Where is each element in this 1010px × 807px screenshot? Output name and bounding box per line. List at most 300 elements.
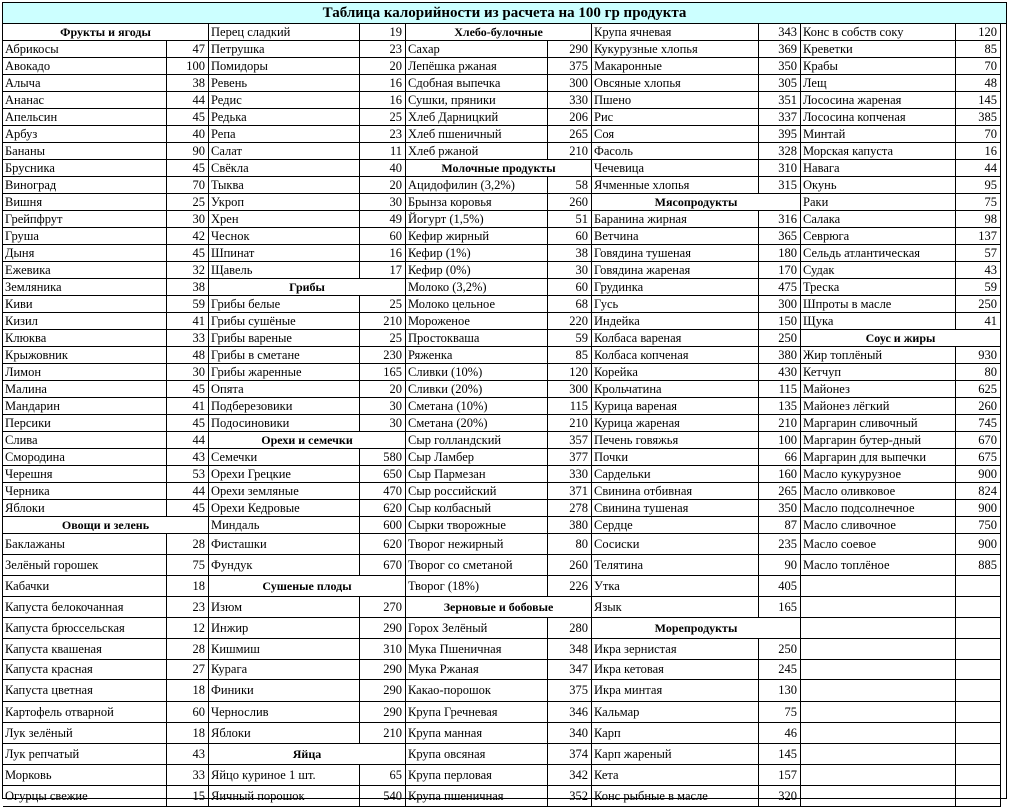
calorie-value [956, 597, 1001, 618]
product-name: Сливки (10%) [406, 364, 548, 381]
calorie-value: 41 [956, 313, 1001, 330]
calorie-value: 300 [548, 75, 592, 92]
product-name: Орехи Грецкие [209, 466, 360, 483]
section-header: Молочные продукты [406, 160, 592, 177]
calorie-value: 45 [167, 245, 209, 262]
product-name: Маргарин сливочный [801, 415, 956, 432]
calorie-value: 260 [548, 555, 592, 576]
product-name: Апельсин [3, 109, 167, 126]
product-name: Шпроты в масле [801, 296, 956, 313]
calorie-value [956, 618, 1001, 639]
calorie-value: 115 [759, 381, 801, 398]
calorie-value: 250 [759, 639, 801, 660]
calorie-value: 59 [167, 296, 209, 313]
calorie-value: 60 [360, 228, 406, 245]
product-name: Курага [209, 660, 360, 680]
section-header: Сушеные плоды [209, 576, 406, 597]
calorie-value: 49 [360, 211, 406, 228]
calorie-value: 750 [956, 517, 1001, 534]
product-name: Севрюга [801, 228, 956, 245]
calorie-value: 235 [759, 534, 801, 555]
calorie-value: 23 [167, 597, 209, 618]
calorie-value: 280 [548, 618, 592, 639]
calorie-value: 44 [167, 92, 209, 109]
calorie-value: 300 [759, 296, 801, 313]
calorie-value: 15 [167, 786, 209, 807]
calorie-value: 157 [759, 765, 801, 786]
calorie-value: 19 [360, 24, 406, 41]
calorie-value: 43 [167, 744, 209, 765]
calorie-value: 470 [360, 483, 406, 500]
product-name: Свёкла [209, 160, 360, 177]
calorie-value: 670 [360, 555, 406, 576]
product-name: Огурцы свежие [3, 786, 167, 807]
calorie-value: 260 [548, 194, 592, 211]
calorie-value: 16 [360, 92, 406, 109]
product-name: Петрушка [209, 41, 360, 58]
calorie-value: 745 [956, 415, 1001, 432]
calorie-value: 16 [360, 75, 406, 92]
product-name: Капуста белокочанная [3, 597, 167, 618]
product-name: Соя [592, 126, 759, 143]
product-name: Ячменные хлопья [592, 177, 759, 194]
calorie-value: 430 [759, 364, 801, 381]
section-header: Мясопродукты [592, 194, 801, 211]
product-name: Сырки творожные [406, 517, 548, 534]
calorie-value: 165 [759, 597, 801, 618]
product-name: Редис [209, 92, 360, 109]
product-name: Сахар [406, 41, 548, 58]
product-name: Минтай [801, 126, 956, 143]
calorie-value: 42 [167, 228, 209, 245]
product-name: Пшено [592, 92, 759, 109]
calorie-value: 30 [360, 398, 406, 415]
product-name: Творог (18%) [406, 576, 548, 597]
calorie-value: 70 [956, 126, 1001, 143]
section-header: Яйца [209, 744, 406, 765]
product-name: Фундук [209, 555, 360, 576]
product-name: Маргарин для выпечки [801, 449, 956, 466]
calorie-value: 675 [956, 449, 1001, 466]
calorie-value: 180 [759, 245, 801, 262]
calorie-value: 11 [360, 143, 406, 160]
calorie-value: 25 [360, 109, 406, 126]
calorie-value: 100 [167, 58, 209, 75]
product-name: Свинина отбивная [592, 483, 759, 500]
calorie-value: 650 [360, 466, 406, 483]
product-name: Крупа овсяная [406, 744, 548, 765]
calorie-value: 206 [548, 109, 592, 126]
section-header: Овощи и зелень [3, 517, 209, 534]
product-name: Кета [592, 765, 759, 786]
product-name: Лососина жареная [801, 92, 956, 109]
calorie-value: 330 [548, 466, 592, 483]
product-name: Конс в собств соку [801, 24, 956, 41]
product-name: Раки [801, 194, 956, 211]
calorie-value: 60 [548, 228, 592, 245]
product-name: Редька [209, 109, 360, 126]
calorie-value: 38 [548, 245, 592, 262]
calorie-value: 620 [360, 534, 406, 555]
calorie-value: 330 [548, 92, 592, 109]
product-name: Помидоры [209, 58, 360, 75]
product-name: Сосиски [592, 534, 759, 555]
calorie-value: 120 [956, 24, 1001, 41]
product-name: Масло подсолнечное [801, 500, 956, 517]
product-name: Виноград [3, 177, 167, 194]
calorie-value: 80 [548, 534, 592, 555]
calorie-value: 33 [167, 765, 209, 786]
product-name: Масло кукурузное [801, 466, 956, 483]
product-name: Кизил [3, 313, 167, 330]
product-name: Финики [209, 680, 360, 702]
section-header: Морепродукты [592, 618, 801, 639]
calorie-value: 60 [167, 702, 209, 723]
product-name: Вишня [3, 194, 167, 211]
calorie-value: 625 [956, 381, 1001, 398]
product-name: Крупа манная [406, 723, 548, 744]
calorie-value: 351 [759, 92, 801, 109]
product-name: Алыча [3, 75, 167, 92]
product-name: Майонез [801, 381, 956, 398]
calorie-value: 290 [360, 660, 406, 680]
calorie-value: 46 [759, 723, 801, 744]
calorie-value: 347 [548, 660, 592, 680]
calorie-value: 20 [360, 177, 406, 194]
product-name: Телятина [592, 555, 759, 576]
product-name: Фасоль [592, 143, 759, 160]
calorie-value: 357 [548, 432, 592, 449]
calorie-value: 100 [759, 432, 801, 449]
calorie-value: 348 [548, 639, 592, 660]
calorie-value: 220 [548, 313, 592, 330]
calorie-value: 369 [759, 41, 801, 58]
calorie-value: 18 [167, 723, 209, 744]
product-name [801, 618, 956, 639]
calorie-value: 28 [167, 534, 209, 555]
section-header: Зерновые и бобовые [406, 597, 592, 618]
calorie-value: 45 [167, 500, 209, 517]
calorie-value: 250 [956, 296, 1001, 313]
calorie-value: 290 [360, 702, 406, 723]
calorie-value: 51 [548, 211, 592, 228]
product-name [801, 786, 956, 807]
product-name: Крупа пшеничная [406, 786, 548, 807]
product-name: Зелёный горошек [3, 555, 167, 576]
calorie-value: 87 [759, 517, 801, 534]
product-name: Изюм [209, 597, 360, 618]
product-name: Карп [592, 723, 759, 744]
product-name: Кефир (1%) [406, 245, 548, 262]
product-name: Сельдь атлантическая [801, 245, 956, 262]
calorie-value: 33 [167, 330, 209, 347]
product-name: Навага [801, 160, 956, 177]
calorie-value: 375 [548, 58, 592, 75]
product-name: Масло соевое [801, 534, 956, 555]
calorie-value: 270 [360, 597, 406, 618]
product-name: Ревень [209, 75, 360, 92]
product-name: Жир топлёный [801, 347, 956, 364]
product-name: Кефир жирный [406, 228, 548, 245]
calorie-value: 28 [167, 639, 209, 660]
product-name: Какао-порошок [406, 680, 548, 702]
calorie-value [956, 576, 1001, 597]
calorie-value: 145 [956, 92, 1001, 109]
product-name: Чернослив [209, 702, 360, 723]
calorie-value: 290 [360, 680, 406, 702]
product-name: Кефир (0%) [406, 262, 548, 279]
product-name: Карп жареный [592, 744, 759, 765]
calorie-value: 137 [956, 228, 1001, 245]
calorie-value: 210 [360, 313, 406, 330]
calorie-value: 45 [167, 109, 209, 126]
calorie-value: 385 [956, 109, 1001, 126]
product-name: Йогурт (1,5%) [406, 211, 548, 228]
product-name: Лепёшка ржаная [406, 58, 548, 75]
calorie-value: 115 [548, 398, 592, 415]
calorie-value: 210 [548, 143, 592, 160]
product-name: Инжир [209, 618, 360, 639]
calorie-value: 265 [759, 483, 801, 500]
product-name: Окунь [801, 177, 956, 194]
product-name: Маргарин бутер-дный [801, 432, 956, 449]
product-name: Индейка [592, 313, 759, 330]
product-name: Грибы в сметане [209, 347, 360, 364]
product-name: Сушки, пряники [406, 92, 548, 109]
product-name: Мандарин [3, 398, 167, 415]
section-header: Соус и жиры [801, 330, 1001, 347]
calorie-value: 365 [759, 228, 801, 245]
product-name: Кишмиш [209, 639, 360, 660]
product-name: Земляника [3, 279, 167, 296]
calorie-table [2, 2, 1007, 803]
calorie-value: 12 [167, 618, 209, 639]
product-name: Почки [592, 449, 759, 466]
calorie-value: 210 [548, 415, 592, 432]
calorie-value: 210 [360, 723, 406, 744]
calorie-value: 16 [956, 143, 1001, 160]
product-name: Смородина [3, 449, 167, 466]
product-name: Авокадо [3, 58, 167, 75]
product-name: Крыжовник [3, 347, 167, 364]
calorie-value: 300 [548, 381, 592, 398]
product-name: Брынза коровья [406, 194, 548, 211]
product-name: Гусь [592, 296, 759, 313]
product-name: Горох Зелёный [406, 618, 548, 639]
product-name: Лимон [3, 364, 167, 381]
product-name: Колбаса вареная [592, 330, 759, 347]
product-name: Перец сладкий [209, 24, 360, 41]
product-name: Бананы [3, 143, 167, 160]
product-name: Хлеб Дарницкий [406, 109, 548, 126]
product-name: Клюква [3, 330, 167, 347]
calorie-value: 30 [360, 194, 406, 211]
product-name: Морковь [3, 765, 167, 786]
product-name: Чечевица [592, 160, 759, 177]
product-name: Рис [592, 109, 759, 126]
product-name: Кальмар [592, 702, 759, 723]
product-name: Печень говяжья [592, 432, 759, 449]
calorie-value: 23 [360, 41, 406, 58]
calorie-value: 250 [759, 330, 801, 347]
calorie-value: 44 [167, 483, 209, 500]
product-name: Грибы жаренные [209, 364, 360, 381]
calorie-value: 45 [167, 415, 209, 432]
product-name: Баклажаны [3, 534, 167, 555]
product-name: Ряженка [406, 347, 548, 364]
product-name [801, 597, 956, 618]
product-name: Морская капуста [801, 143, 956, 160]
calorie-value: 85 [548, 347, 592, 364]
product-name: Лососина копченая [801, 109, 956, 126]
calorie-value: 371 [548, 483, 592, 500]
product-name: Сдобная выпечка [406, 75, 548, 92]
product-name: Икра зернистая [592, 639, 759, 660]
product-name [801, 723, 956, 744]
calorie-value: 65 [360, 765, 406, 786]
calorie-value: 315 [759, 177, 801, 194]
calorie-value: 59 [956, 279, 1001, 296]
product-name: Сардельки [592, 466, 759, 483]
calorie-value: 38 [167, 75, 209, 92]
product-name: Майонез лёгкий [801, 398, 956, 415]
product-name: Малина [3, 381, 167, 398]
product-name: Кетчуп [801, 364, 956, 381]
calorie-value: 346 [548, 702, 592, 723]
calorie-value: 25 [360, 330, 406, 347]
calorie-value: 57 [956, 245, 1001, 262]
product-name: Щавель [209, 262, 360, 279]
product-name: Подосиновики [209, 415, 360, 432]
calorie-value: 395 [759, 126, 801, 143]
product-name: Грибы белые [209, 296, 360, 313]
product-name: Хрен [209, 211, 360, 228]
product-name: Творог со сметаной [406, 555, 548, 576]
product-name: Укроп [209, 194, 360, 211]
product-name: Масло топлёное [801, 555, 956, 576]
product-name: Капуста красная [3, 660, 167, 680]
product-name: Говядина жареная [592, 262, 759, 279]
calorie-value: 350 [759, 500, 801, 517]
product-name [801, 660, 956, 680]
section-header: Фрукты и ягоды [3, 24, 209, 41]
product-name: Капуста брюссельская [3, 618, 167, 639]
product-name: Лук репчатый [3, 744, 167, 765]
product-name: Молоко (3,2%) [406, 279, 548, 296]
calorie-value [956, 786, 1001, 807]
calorie-value: 342 [548, 765, 592, 786]
calorie-value: 23 [360, 126, 406, 143]
calorie-value [956, 702, 1001, 723]
product-name: Крабы [801, 58, 956, 75]
calorie-value: 40 [167, 126, 209, 143]
product-name: Сыр голландский [406, 432, 548, 449]
calorie-value: 43 [167, 449, 209, 466]
calorie-value: 60 [548, 279, 592, 296]
calorie-value: 377 [548, 449, 592, 466]
product-name: Тыква [209, 177, 360, 194]
product-name: Грибы вареные [209, 330, 360, 347]
product-name: Груша [3, 228, 167, 245]
calorie-value: 75 [759, 702, 801, 723]
calorie-value: 40 [360, 160, 406, 177]
product-name: Сметана (10%) [406, 398, 548, 415]
product-name [801, 680, 956, 702]
product-name: Капуста цветная [3, 680, 167, 702]
product-name: Грибы сушёные [209, 313, 360, 330]
product-name: Опята [209, 381, 360, 398]
product-name: Яичный порошок [209, 786, 360, 807]
product-name: Абрикосы [3, 41, 167, 58]
calorie-value: 305 [759, 75, 801, 92]
product-name [801, 576, 956, 597]
product-name: Орехи Кедровые [209, 500, 360, 517]
product-name: Ананас [3, 92, 167, 109]
product-name: Макаронные [592, 58, 759, 75]
calorie-value: 45 [167, 381, 209, 398]
section-header: Грибы [209, 279, 406, 296]
calorie-value: 380 [548, 517, 592, 534]
calorie-value: 95 [956, 177, 1001, 194]
product-name: Сыр российский [406, 483, 548, 500]
calorie-value: 210 [759, 415, 801, 432]
calorie-value: 47 [167, 41, 209, 58]
calorie-value: 340 [548, 723, 592, 744]
product-name: Ежевика [3, 262, 167, 279]
calorie-value: 350 [759, 58, 801, 75]
calorie-value: 265 [548, 126, 592, 143]
product-name: Сметана (20%) [406, 415, 548, 432]
calorie-value [956, 765, 1001, 786]
calorie-value: 98 [956, 211, 1001, 228]
product-name: Мука Пшеничная [406, 639, 548, 660]
calorie-value: 27 [167, 660, 209, 680]
calorie-value: 226 [548, 576, 592, 597]
calorie-value: 670 [956, 432, 1001, 449]
table-title: Таблица калорийности из расчета на 100 гр продукта [3, 3, 1006, 24]
calorie-value: 48 [956, 75, 1001, 92]
section-header: Хлебо-булочные [406, 24, 592, 41]
product-name: Крупа перловая [406, 765, 548, 786]
calorie-value: 30 [548, 262, 592, 279]
product-name: Слива [3, 432, 167, 449]
product-name: Яблоки [209, 723, 360, 744]
product-name: Кукурузные хлопья [592, 41, 759, 58]
calorie-value: 900 [956, 500, 1001, 517]
product-name: Орехи земляные [209, 483, 360, 500]
calorie-value: 245 [759, 660, 801, 680]
product-name: Персики [3, 415, 167, 432]
calorie-value: 68 [548, 296, 592, 313]
calorie-value: 70 [167, 177, 209, 194]
calorie-value: 230 [360, 347, 406, 364]
product-name: Курица жареная [592, 415, 759, 432]
product-name [801, 702, 956, 723]
calorie-value [956, 660, 1001, 680]
product-name: Репа [209, 126, 360, 143]
product-name: Яйцо куриное 1 шт. [209, 765, 360, 786]
product-name: Семечки [209, 449, 360, 466]
calorie-value: 320 [759, 786, 801, 807]
product-name [801, 639, 956, 660]
product-name: Ацидофилин (3,2%) [406, 177, 548, 194]
calorie-value: 405 [759, 576, 801, 597]
calorie-value: 53 [167, 466, 209, 483]
product-name: Колбаса копченая [592, 347, 759, 364]
calorie-value: 18 [167, 680, 209, 702]
calorie-value: 16 [360, 245, 406, 262]
calorie-value: 41 [167, 398, 209, 415]
